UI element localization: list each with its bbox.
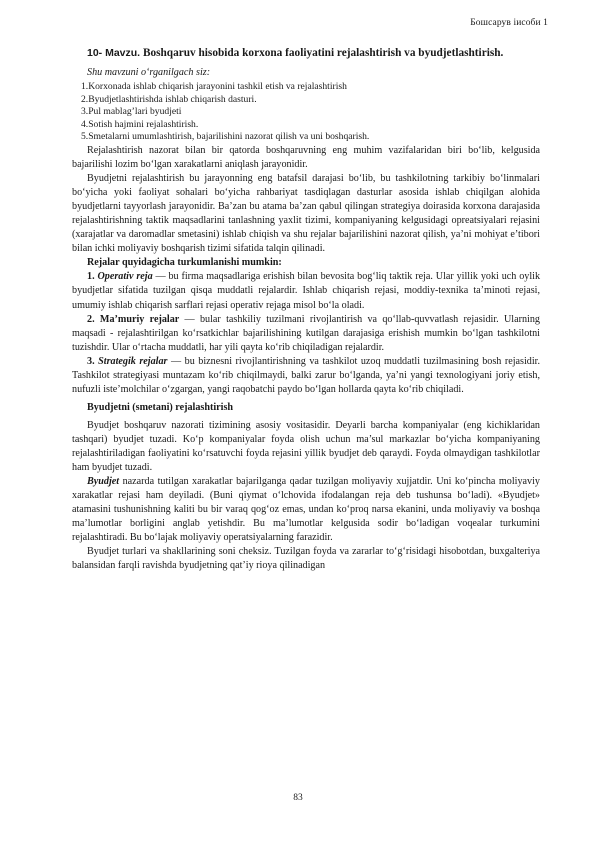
term-budget: Byudjet [87,476,120,488]
budget-definition-text: nazarda tutilgan xarakatlar bajarilganga qadar tuzilgan moliyaviy xujjatdir. Uni ko‘pincha moliyaviy xarakatlar rejasi ham deyiladi. (Buni qiymat o‘lchovida ifodalangan reja deb tushunsa bo‘ladi). «Byudjet» atamasini tushunishning kaliti bu bir varaq qog‘oz emas, undan ko‘proq narsa ekanini, unda moliyaviy va boshqa ma’lumotlar borligini anglab yetishdir. Bu ma’lumotlar kelgusida sodir bo‘ladigan voqealar turkumini rejalashtiradi. Bu bo‘lajak moliyaviy operatsiyalarning farazidir. [72,476,540,544]
administrative-plans-text: — bular tashkiliy tuzilmani rivojlantirish va qo‘llab-quvvatlash rejasidir. Ularning maqsadi - rejalashtirilgan ko‘rsatkichlar bajarilishining kutilgan darajasiga erishish mumkin bo‘lgan tashkilotni tuzishdir. Ular o‘rtacha muddatli, har yili qayta ko‘rib chiqiladigan rejalardir. [72,313,540,353]
item-number: 3. [87,355,95,367]
term-strategic-plans: Strategik rejalar [98,355,168,367]
term-administrative-plans: Ma’muriy rejalar [99,313,180,325]
chapter-title-text: Boshqaruv hisobida korxona faoliyatini rejalashtirish va byudjetlashtirish. [142,47,504,59]
topic-item: 5.Smetalarni umumlashtirish, bajarilishini nazorat qilish va uni boshqarish. [81,131,370,143]
plans-classification-heading: Rejalar quyidagicha turkumlanishi mumkin: [87,257,282,269]
item-number: 1. [87,271,95,283]
budget-planning-heading: Byudjetni (smetani) rejalashtirish [87,401,234,413]
paragraph-operative-plan [72,270,540,312]
topic-item: 3.Pul mablag’lari byudjeti [81,106,182,118]
paragraph-budget-tool: Byudjet boshqaruv nazorati tizimining asosiy vositasidir. Deyarli barcha kompaniyalar (eng kichiklaridan tashqari) byudjet tuzadi. Ko‘p kompaniyalar foyda olish uchun ma’sul markazlar bo‘yicha kompaniyaning rejalashtiriladigan faoliyatini ko‘rsatuvchi foyda rejasini yillik byudjet deb qaraydi. Foyda olmaydigan tashkilotlar ham byudjet tuzadi. [72,419,540,474]
paragraph-planning-definition: Rejalashtirish nazorat bilan bir qatorda boshqaruvning eng muhim vazifalaridan biri bo‘lib, kelgusida bajarilishi lozim bo‘lgan xarakatlarni aniqlash jarayonidir. [72,145,540,171]
topic-item: 2.Byudjetlashtirishda ishlab chiqarish dasturi. [81,93,257,105]
strategic-plans-text: — bu biznesni rivojlantirishning va tashkilot uzoq muddatli tuzilmasining bosh rejasidir. Tashkilot strategiyasi muntazam ko‘rib chiqilmaydi, balki zarur bo‘lganda, ya’ni yangi texnologiyani joriy etish, nufuzli iste’molchilar o‘zgargan, yangi raqobatchi paydo bo‘lgan hollarda qayta ko‘rib chiqiladi. [72,355,540,395]
paragraph-budget-definition [72,475,540,545]
paragraph-administrative-plans [72,313,540,355]
chapter-title [72,46,540,60]
intro-line: Shu mavzuni o‘rganilgach siz: [87,67,211,78]
topic-list [72,81,540,144]
topic-item: 4.Sotish hajmini rejalashtirish. [81,118,199,130]
paragraph-budget-planning: Byudjetni rejalashtirish bu jarayonning eng batafsil darajasi bo‘lib, bu tashkilotning tarkibiy bo‘linmalari bo‘yicha yoki faoliyat sohalari bo‘yicha rahbariyat tasdiqlagan dasturlar asosida ishlab chiqilgan alohida byudjetlarni tayyorlash jarayonidir. Ba’zan bu atama ba’zan qabul qilingan strategiya doirasida korxona darajasida rejalashtirishning taktik maqsadlarini tanlashning yaxlit tizimi, kompaniyaning kelgusidagi opreatsiyalari rejasini (xarajatlar va daromadlar smetasini) ishlab chiqish va shu rejalar bajarilishini nazorat qilish, ya’ni mohiyat e’tibori bilan ichki moliyaviy boshqarish tizimi sifatida talqin qilinadi. [72,173,540,255]
operative-plan-text: — bu firma maqsadlariga erishish bilan bevosita bog‘liq taktik reja. Ular yillik yoki uch oylik byudjetlar sifatida tuzilgan qisqa muddatli rejalardir. Ishlab chiqarish rejasi, moddiy-texnika ta’minoti rejasi, umumiy ishlab chiqarish sarflari rejasi operativ rejaga misol bo‘la oladi. [72,271,541,311]
item-number: 2. [87,313,95,325]
term-operative-plan: Operativ reja [97,271,153,283]
chapter-number: 10- Mavzu. [87,47,141,59]
paragraph-budget-types: Byudjet turlari va shakllarining soni cheksiz. Tuzilgan foyda va zararlar to‘g‘risidagi hisobotdan, buxgalteriya balansidan farqli ravishda byudjetning qat’iy rioya qilinadigan [72,546,540,572]
page-number: 83 [293,793,303,803]
running-header: Бошсарув iисоби 1 [470,18,548,28]
page-content [72,46,540,573]
paragraph-strategic-plans [72,355,540,397]
topic-item: 1.Korxonada ishlab chiqarish jarayonini tashkil etish va rejalashtirish [81,81,347,93]
